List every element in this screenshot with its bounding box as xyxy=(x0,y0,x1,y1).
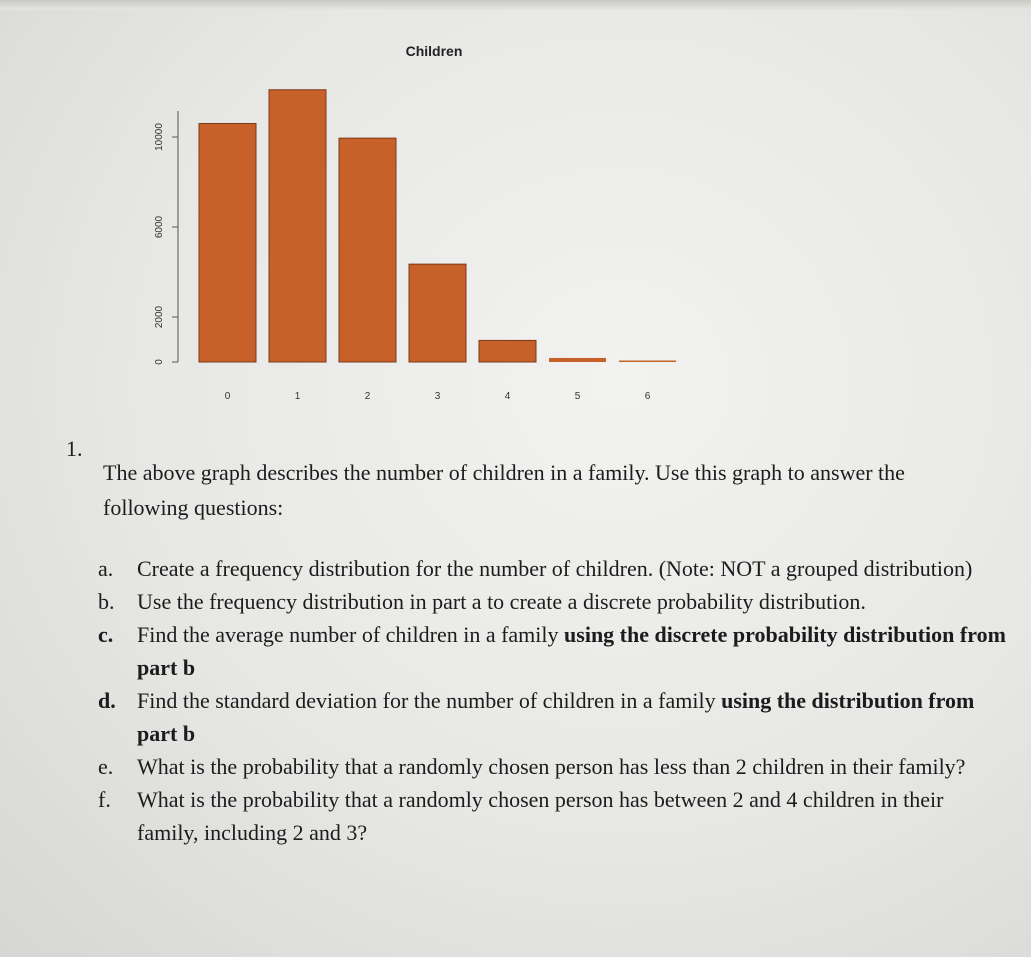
sub-question-text: Create a frequency distribution for the number of children. (Note: NOT a grouped distribution) xyxy=(137,556,973,581)
chart-title: Children xyxy=(405,43,463,59)
x-tick-label: 2 xyxy=(364,391,371,402)
bar-0 xyxy=(199,124,256,363)
sub-question-text: Find the average number of children in a family xyxy=(137,622,565,647)
sub-question-f xyxy=(96,783,1006,849)
sub-question-letter: f. xyxy=(98,787,111,812)
sub-question-text: What is the probability that a randomly chosen person has between 2 and 4 children in their family, including 2 and 3? xyxy=(137,787,944,845)
x-axis xyxy=(225,391,651,402)
sub-question-text: Use the frequency distribution in part a to create a discrete probability distribution. xyxy=(137,589,866,614)
y-tick-label: 6000 xyxy=(154,215,165,239)
bar-4 xyxy=(479,340,536,362)
y-axis xyxy=(154,123,178,365)
x-tick-label: 4 xyxy=(504,391,511,402)
sub-question-c xyxy=(96,618,1006,684)
sub-question-text: What is the probability that a randomly chosen person has less than 2 children in their family? xyxy=(137,754,966,779)
sub-question-bold-text: using the distribution from part b xyxy=(137,688,975,746)
bar-1 xyxy=(269,90,326,362)
bar-5 xyxy=(549,358,606,362)
x-tick-label: 0 xyxy=(224,391,231,402)
bar-series xyxy=(199,90,676,362)
sub-question-d xyxy=(96,684,1006,750)
y-tick-label: 0 xyxy=(154,359,165,365)
children-bar-chart xyxy=(0,0,1031,420)
y-tick-label: 10000 xyxy=(154,123,165,151)
x-tick-label: 1 xyxy=(294,391,301,402)
sub-question-b xyxy=(96,585,1006,618)
y-tick-label: 2000 xyxy=(154,305,165,329)
sub-question-letter: e. xyxy=(98,754,114,779)
bar-2 xyxy=(339,138,396,362)
sub-question-letter: c. xyxy=(98,622,114,647)
bar-6 xyxy=(619,361,676,363)
question-intro: The above graph describes the number of children in a family. Use this graph to answer the following questions: xyxy=(103,460,905,520)
x-tick-label: 5 xyxy=(574,391,581,402)
sub-question-letter: b. xyxy=(98,589,115,614)
sub-question-list xyxy=(96,552,1006,849)
question-number: 1. xyxy=(66,436,83,461)
bar-3 xyxy=(409,264,466,362)
sub-question-bold-text: using the discrete probability distribution from part b xyxy=(137,622,1006,680)
x-tick-label: 6 xyxy=(644,391,651,402)
sub-question-a xyxy=(96,552,1006,585)
sub-question-letter: a. xyxy=(98,556,114,581)
x-tick-label: 3 xyxy=(434,391,441,402)
sub-question-letter: d. xyxy=(98,688,116,713)
sub-question-text: Find the standard deviation for the number of children in a family xyxy=(137,688,722,713)
sub-question-e xyxy=(96,750,1006,783)
